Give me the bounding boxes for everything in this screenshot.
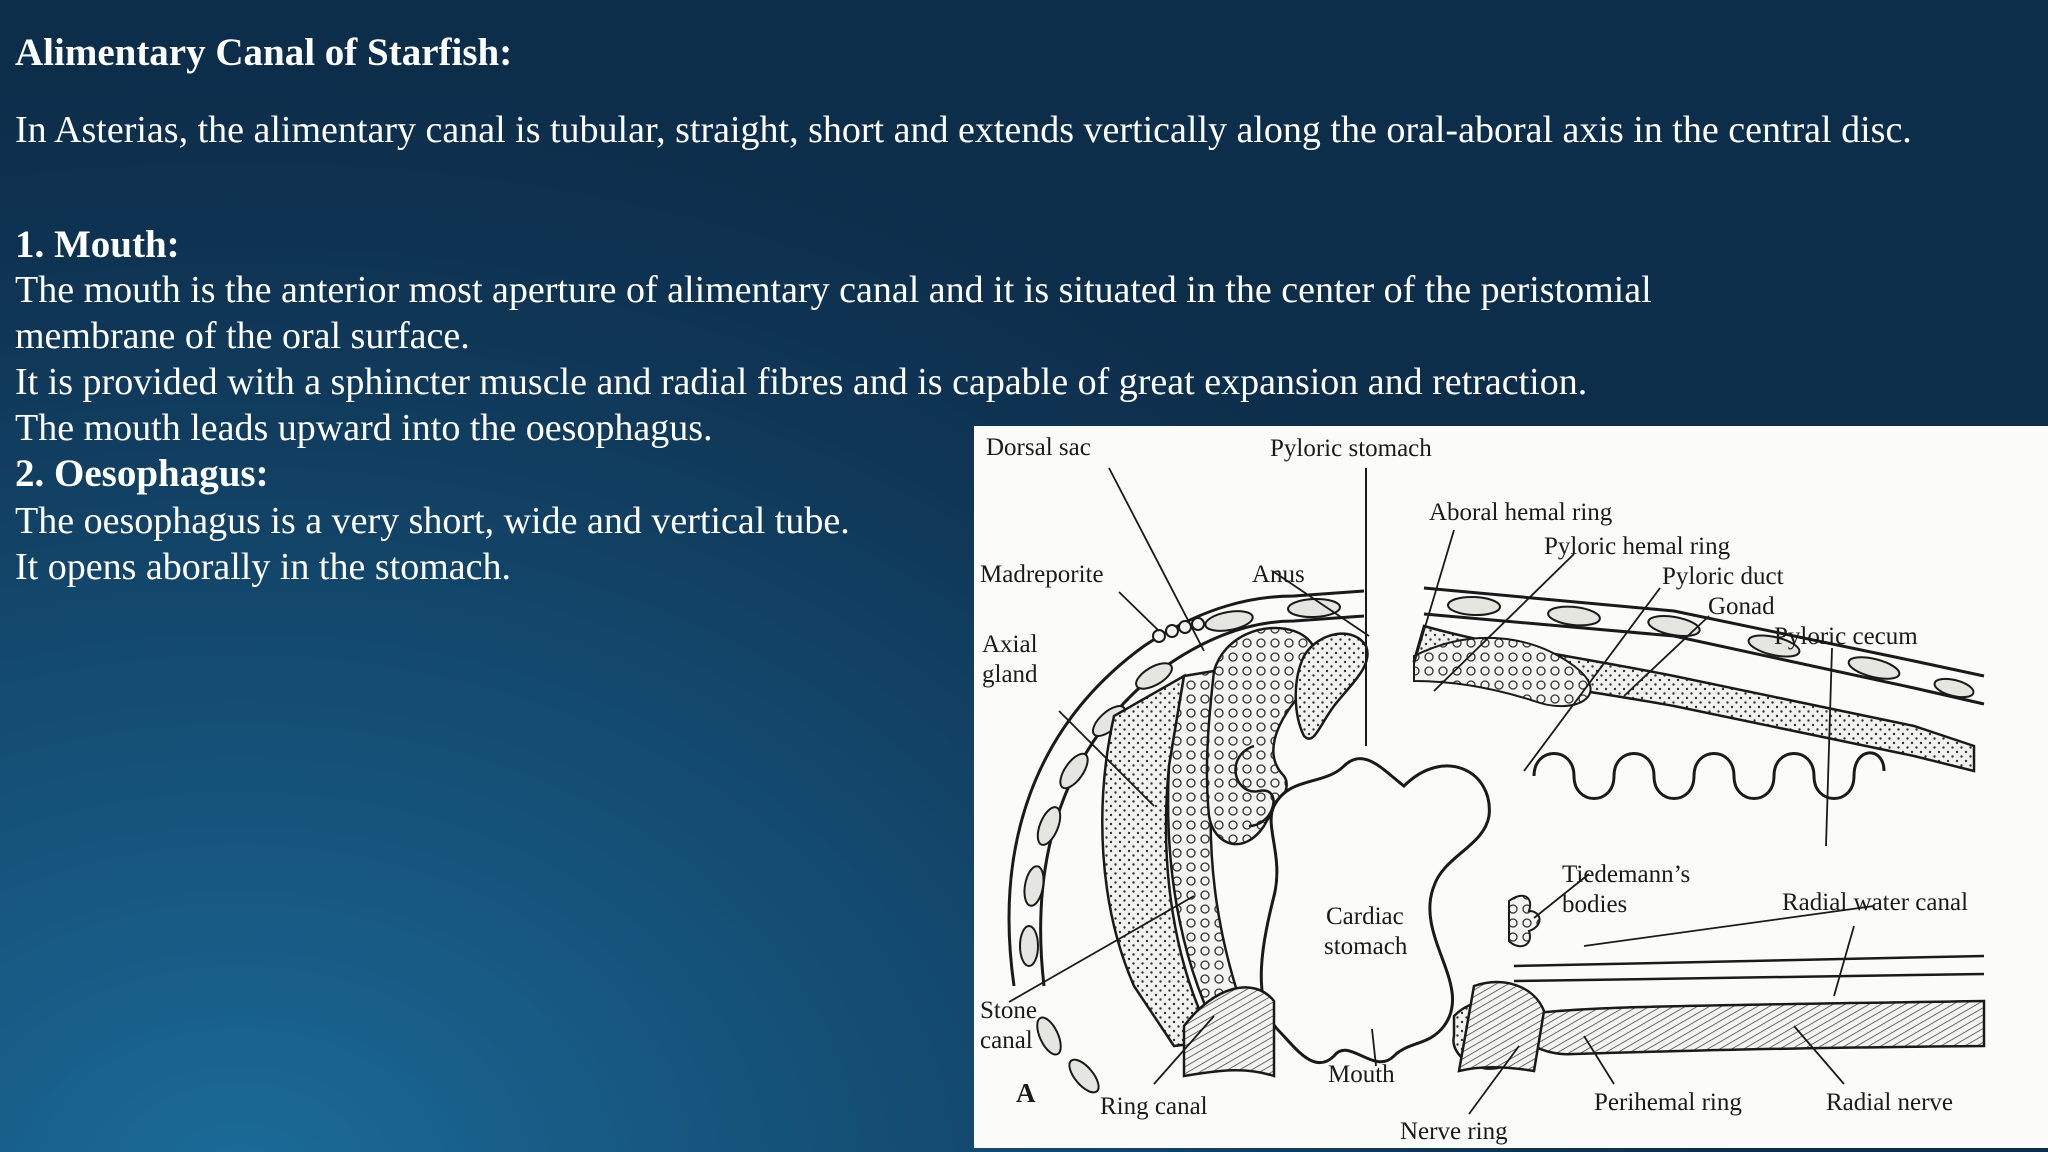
madreporite-shape [1153, 618, 1204, 642]
label-madreporite: Madreporite [980, 561, 1104, 588]
label-cardiac: Cardiac [1326, 903, 1404, 930]
label-gland: gland [982, 661, 1038, 688]
slide-title: Alimentary Canal of Starfish: [15, 31, 513, 74]
label-nerve-ring: Nerve ring [1400, 1118, 1508, 1145]
label-axial: Axial [982, 631, 1038, 658]
label-figure-letter: A [1016, 1078, 1036, 1108]
section-heading-oesophagus: 2. Oesophagus: [15, 452, 269, 495]
label-bodies: bodies [1562, 891, 1628, 918]
intro-paragraph: In Asterias, the alimentary canal is tubular, straight, short and extends vertically along the oral-aboral axis in the central disc. [15, 109, 1912, 151]
label-gonad: Gonad [1708, 593, 1775, 620]
label-radial-nerve: Radial nerve [1826, 1089, 1954, 1116]
label-pyloric-stomach: Pyloric stomach [1270, 435, 1432, 462]
label-dorsal-sac: Dorsal sac [986, 434, 1091, 461]
label-anus: Anus [1252, 561, 1305, 588]
label-pyloric-duct: Pyloric duct [1662, 563, 1784, 590]
section-heading-mouth: 1. Mouth: [15, 223, 180, 266]
label-tiedemanns: Tiedemann’s [1562, 861, 1691, 888]
oesophagus-line-2: It opens aborally in the stomach. [15, 546, 511, 588]
label-ring-canal: Ring canal [1100, 1093, 1208, 1120]
mouth-line-1: The mouth is the anterior most aperture of alimentary canal and it is situated in the center of the peristomial [15, 269, 1652, 311]
mouth-line-3: It is provided with a sphincter muscle and radial fibres and is capable of great expansion and retraction. [15, 361, 1588, 403]
label-stone: Stone [980, 997, 1037, 1024]
label-perihemal-ring: Perihemal ring [1594, 1089, 1742, 1116]
label-mouth: Mouth [1328, 1061, 1395, 1088]
label-canal: canal [980, 1027, 1033, 1054]
mouth-line-4: The mouth leads upward into the oesophagus. [15, 407, 713, 449]
gonad-loops [1534, 753, 1884, 799]
label-pyloric-cecum: Pyloric cecum [1774, 623, 1918, 650]
mouth-line-2: membrane of the oral surface. [15, 315, 470, 357]
label-aboral-hemal-ring: Aboral hemal ring [1429, 499, 1613, 526]
pyloric-duct-shape [1414, 638, 1591, 706]
label-pyloric-hemal-ring: Pyloric hemal ring [1544, 533, 1731, 560]
diagram-drawing [974, 426, 2048, 1148]
starfish-section-diagram [974, 426, 2048, 1148]
label-stomach: stomach [1324, 933, 1408, 960]
label-radial-water-canal: Radial water canal [1782, 889, 1969, 916]
tiedemanns-body-shape [1509, 896, 1540, 946]
oesophagus-line-1: The oesophagus is a very short, wide and vertical tube. [15, 500, 850, 542]
